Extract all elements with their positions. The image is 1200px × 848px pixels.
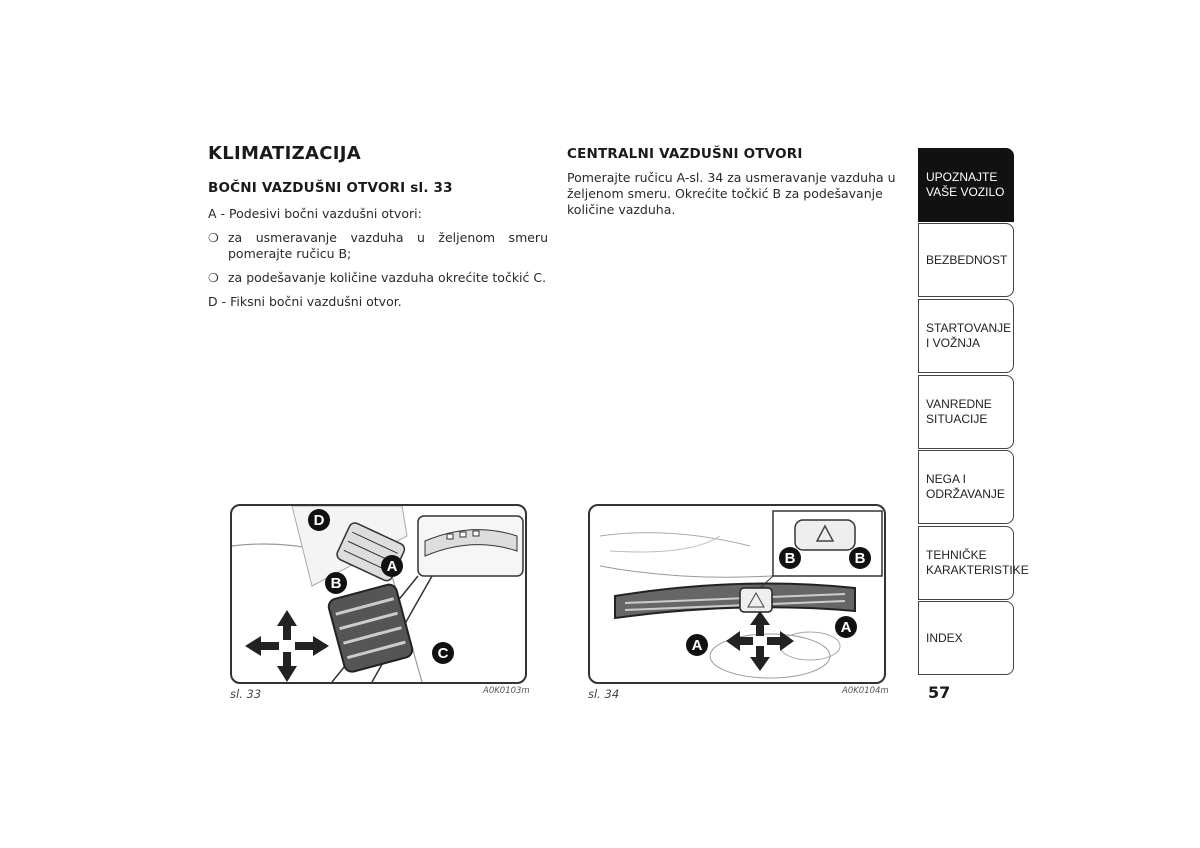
svg-text:B: B (330, 575, 342, 592)
tab-label-line2: ODRŽAVANJE (926, 487, 1005, 501)
svg-text:C: C (437, 645, 449, 662)
bullet-item (208, 230, 548, 262)
svg-text:A: A (840, 619, 852, 636)
figure-34 (588, 504, 886, 684)
tab-nega-i-odrzavanje[interactable] (918, 450, 1014, 524)
circle-bullet-icon: ❍ (208, 271, 219, 285)
side-vent-illustration (232, 506, 525, 682)
figure-34-code: A0K0104m (842, 686, 889, 696)
bullet-text: za podešavanje količine vazduha okrećite točkić C. (228, 270, 547, 285)
tab-label-line2: I VOŽNJA (926, 336, 981, 350)
page-title: KLIMATIZACIJA (208, 143, 361, 164)
tab-index[interactable] (918, 601, 1014, 675)
tab-label-line1: STARTOVANJE (926, 321, 1012, 335)
side-vents-body (208, 206, 548, 310)
tab-tehnicke-karakteristike[interactable] (918, 526, 1029, 600)
svg-text:A: A (691, 637, 703, 654)
item-a-text: A - Podesivi bočni vazdušni otvori: (208, 206, 422, 221)
circle-bullet-icon: ❍ (208, 231, 219, 245)
central-vents-body: Pomerajte ručicu A-sl. 34 za usmeravanje vazduha u željenom smeru. Okrećite točkić B za podešavanje količine vazduha. (567, 170, 896, 217)
section-heading-central-vents: CENTRALNI VAZDUŠNI OTVORI (567, 146, 803, 162)
four-way-arrow-icon (726, 611, 794, 671)
item-d-text: D - Fiksni bočni vazdušni otvor. (208, 294, 402, 309)
central-vent-illustration (590, 506, 884, 682)
tab-label-line1: NEGA I (926, 472, 967, 486)
bullet-item (208, 270, 548, 286)
section-heading-side-vents: BOČNI VAZDUŠNI OTVORI sl. 33 (208, 180, 453, 196)
tab-startovanje-i-voznja[interactable] (918, 299, 1014, 373)
figure-33-code: A0K0103m (483, 686, 530, 696)
tab-label-line1: BEZBEDNOST (926, 252, 1008, 267)
tab-upoznajte-vase-vozilo[interactable] (918, 148, 1014, 222)
tab-label-line1: TEHNIČKE (926, 548, 987, 562)
tab-label-line2: SITUACIJE (926, 412, 988, 426)
four-way-arrow-icon (245, 610, 329, 682)
figure-34-caption: sl. 34 (588, 687, 620, 701)
tab-label-line2: VAŠE VOZILO (926, 185, 1005, 199)
svg-text:A: A (386, 558, 398, 575)
svg-text:B: B (784, 550, 796, 567)
tab-label-line1: VANREDNE (926, 397, 992, 411)
svg-text:B: B (854, 550, 866, 567)
tab-bezbednost[interactable] (918, 223, 1014, 297)
figure-33 (230, 504, 527, 684)
page-number: 57 (928, 683, 951, 702)
svg-text:D: D (313, 512, 325, 529)
tab-label-line1: INDEX (926, 630, 963, 645)
figure-33-caption: sl. 33 (230, 687, 262, 701)
tab-label-line2: KARAKTERISTIKE (926, 563, 1029, 577)
bullet-text: za usmeravanje vazduha u željenom smeru pomerajte ručicu B; (228, 230, 548, 261)
tab-label-line1: UPOZNAJTE (926, 170, 998, 184)
tab-vanredne-situacije[interactable] (918, 375, 1014, 449)
